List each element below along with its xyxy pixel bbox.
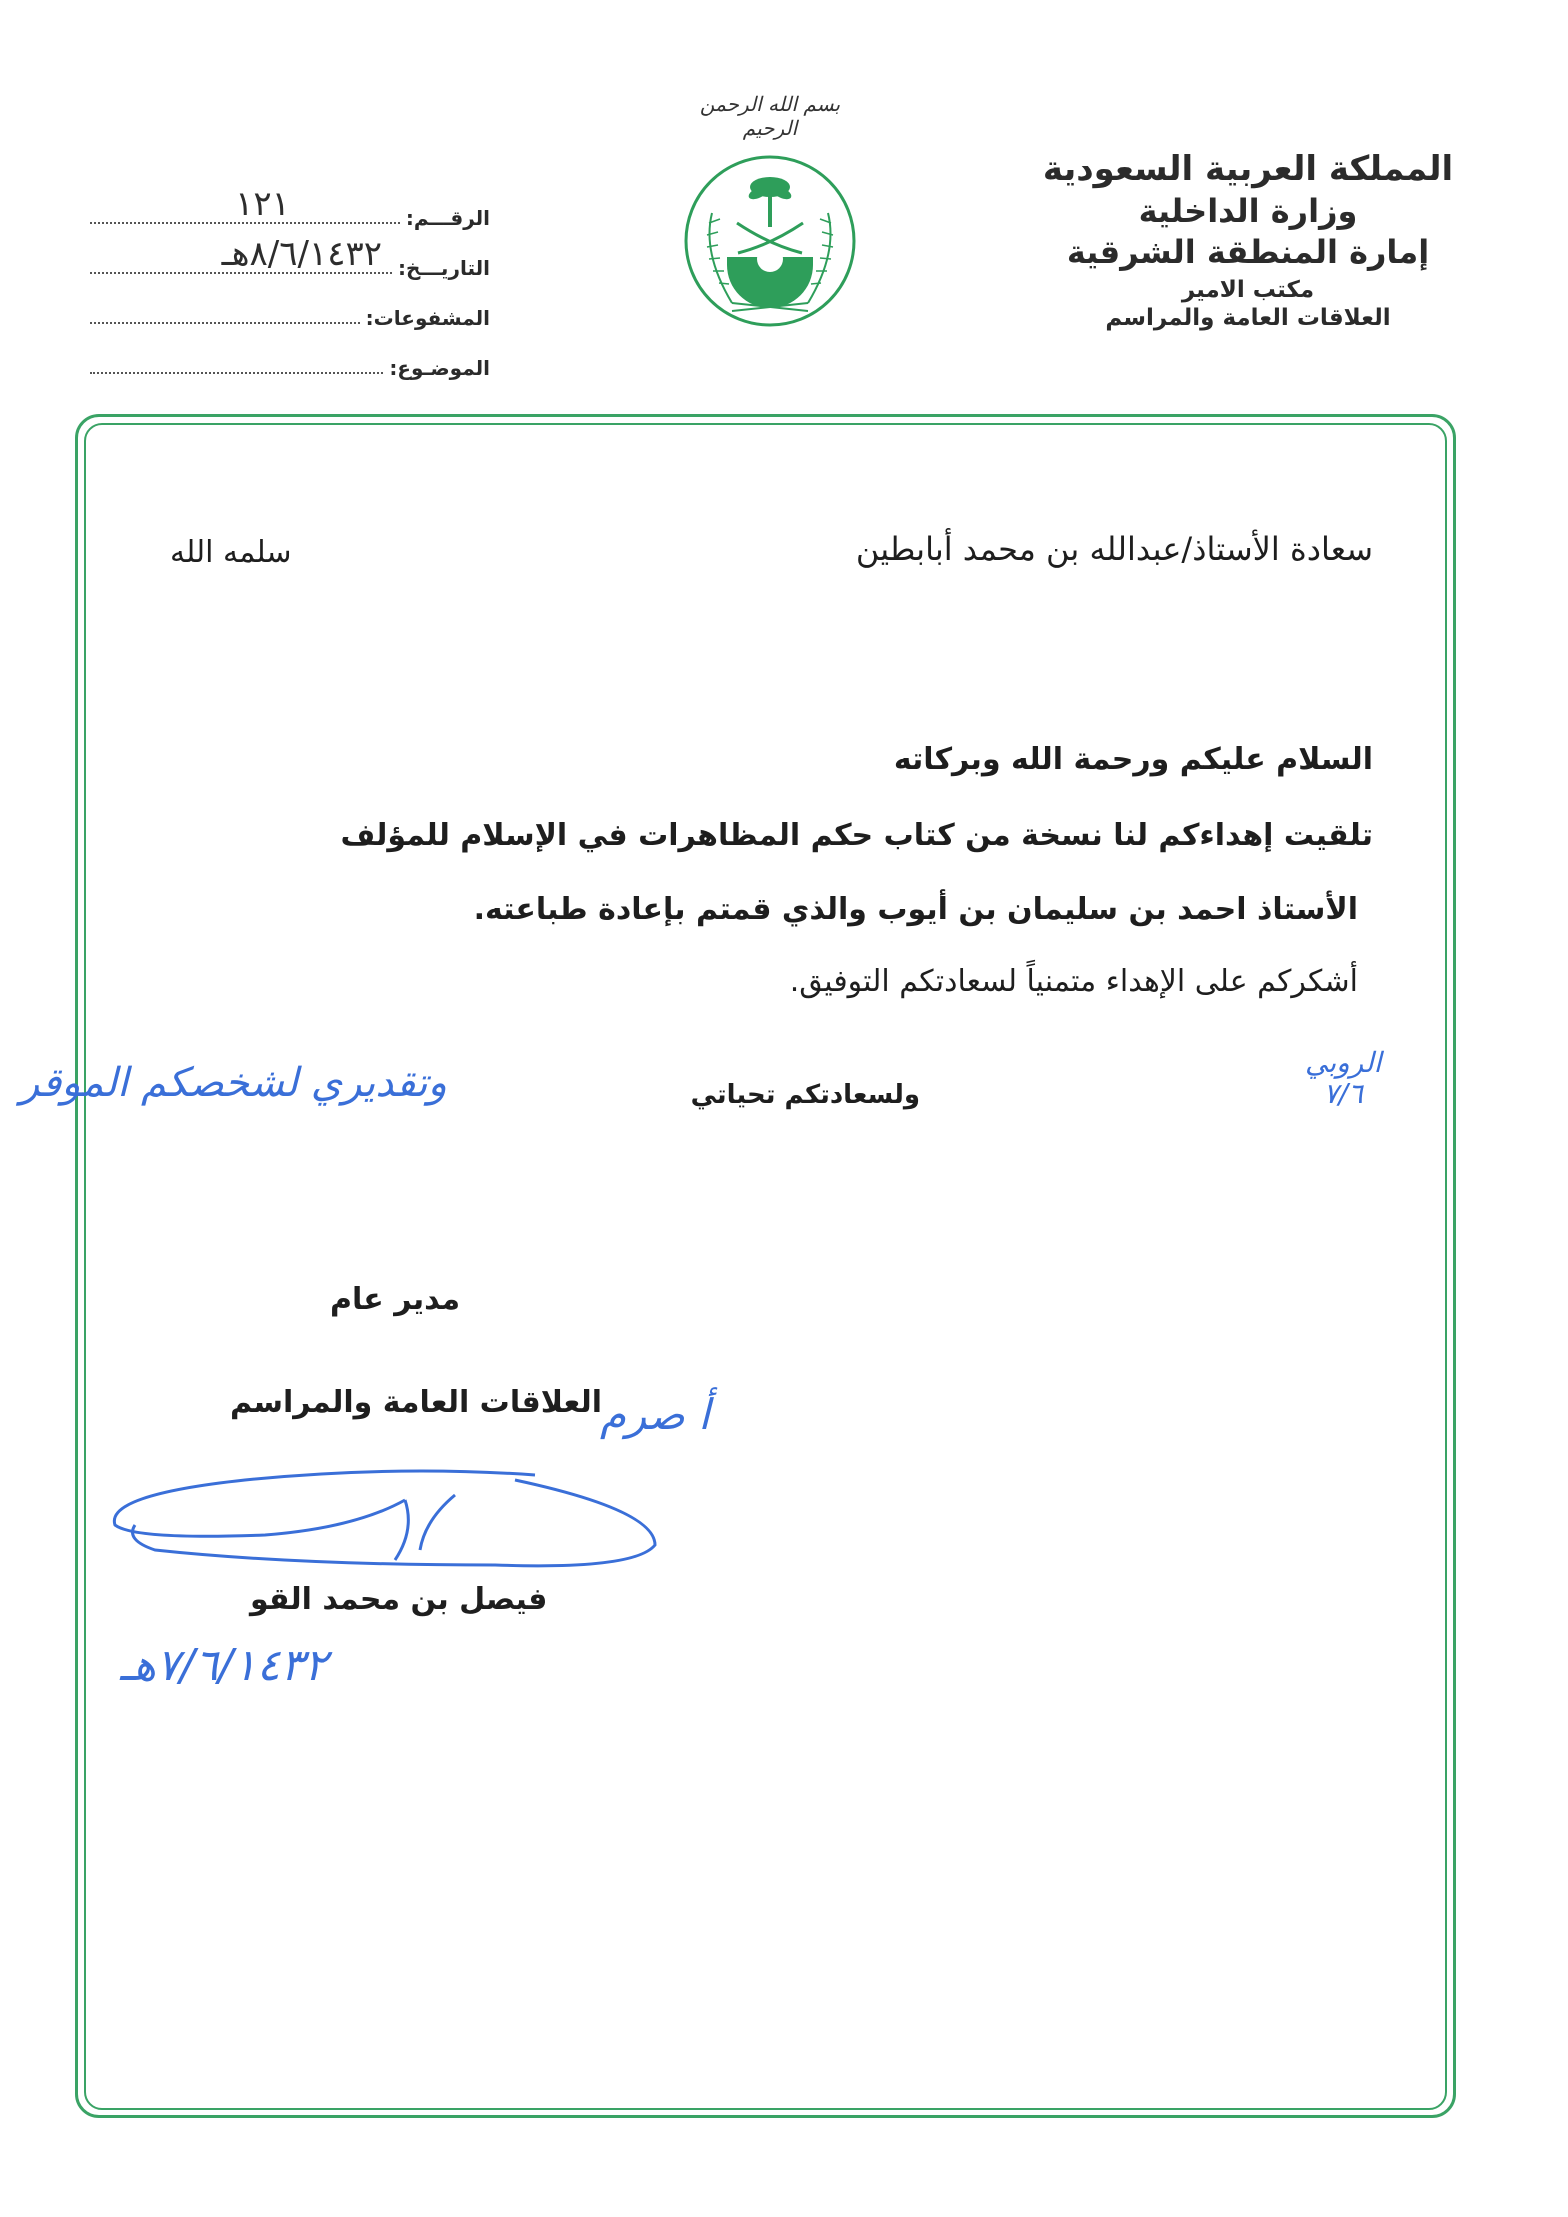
page-frame-inner (84, 423, 1447, 2110)
recipient: سعادة الأستاذ/عبدالله بن محمد أبابطين (855, 530, 1373, 568)
field-label: الرقـــم: (405, 206, 490, 230)
signatory-title: مدير عام (330, 1282, 461, 1317)
closing: ولسعادتكم تحياتي (690, 1080, 920, 1110)
handwritten-signature (95, 1440, 735, 1575)
field-line (90, 321, 360, 324)
field-line (90, 371, 383, 374)
letterhead-office: مكتب الامير (1181, 276, 1315, 303)
paragraph-1: تلقيت إهداءكم لنا نسخة من كتاب حكم المظاهرات في الإسلام للمؤلف (340, 818, 1373, 853)
field-value: ١٢١ (235, 184, 290, 224)
basmala: بسم الله الرحمن الرحيم (699, 92, 841, 140)
field-label: التاريـــخ: (398, 256, 490, 280)
greeting: السلام عليكم ورحمة الله وبركاته (893, 742, 1373, 777)
letterhead (1038, 150, 1458, 332)
reference-fields (90, 184, 490, 390)
handwritten-margin-note (1305, 1048, 1381, 1110)
letterhead-emirate: إمارة المنطقة الشرقية (1066, 232, 1430, 271)
letterhead-department: العلاقات العامة والمراسم (1105, 305, 1391, 332)
field-subject (90, 340, 490, 380)
signatory-department: العلاقات العامة والمراسم (230, 1385, 602, 1420)
field-value: ٨/٦/١٤٣٢هـ (221, 234, 383, 274)
margin-note-text: الروبي (1305, 1046, 1382, 1079)
field-date (90, 234, 490, 280)
ministry-emblem (682, 153, 858, 329)
handwritten-signed-date: ٧/٦/١٤٣٢هـ (120, 1640, 328, 1691)
field-label: المشفوعات: (365, 306, 490, 330)
field-attachments (90, 290, 490, 330)
field-line (90, 184, 400, 224)
letterhead-country: المملكة العربية السعودية (1042, 149, 1454, 189)
letterhead-ministry: وزارة الداخلية (1138, 192, 1358, 231)
margin-note-date: ٧/٦ (1323, 1076, 1363, 1110)
field-label: الموضـوع: (389, 356, 490, 380)
field-number (90, 184, 490, 230)
signatory-name: فيصل بن محمد القو (250, 1582, 548, 1617)
handwritten-initial-note: أ صرم (600, 1390, 710, 1439)
field-line (90, 234, 392, 274)
paragraph-3: أشكركم على الإهداء متمنياً لسعادتكم التوفيق. (789, 964, 1358, 999)
recipient-blessing: سلمه الله (170, 535, 292, 570)
paragraph-2: الأستاذ احمد بن سليمان بن أيوب والذي قمتم بإعادة طباعته. (473, 892, 1358, 927)
handwritten-closing-addition: وتقديري لشخصكم الموقر (20, 1060, 447, 1106)
